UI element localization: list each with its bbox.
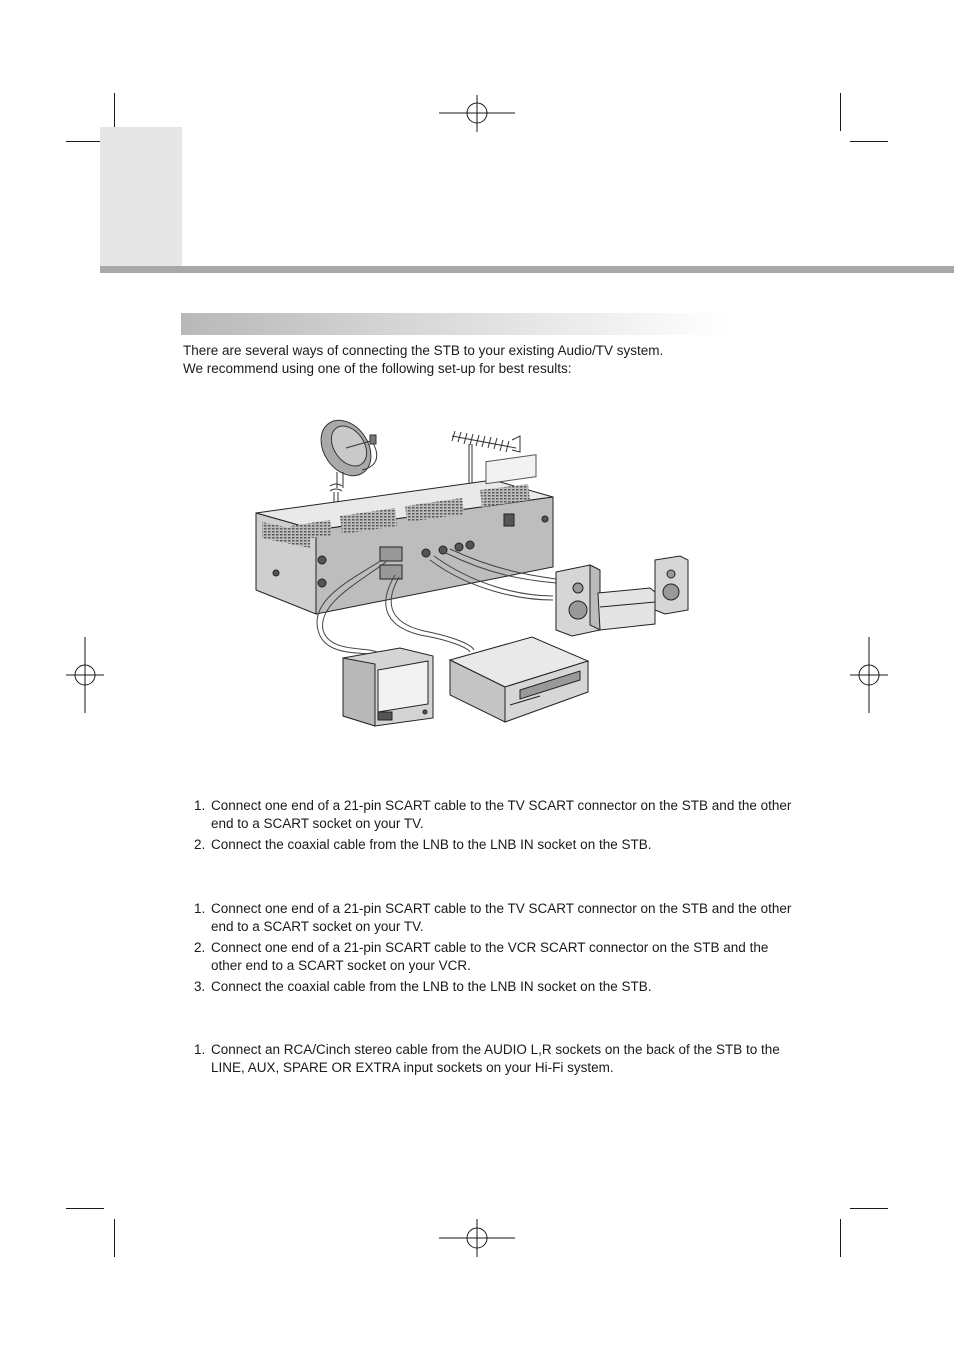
instructions-list-1 [194,797,794,857]
list-item: 1. Connect one end of a 21-pin SCART cable to the TV SCART connector on the STB and the other end to a SCART socket on your TV. [194,798,792,831]
list-item: 1. Connect an RCA/Cinch stereo cable from the AUDIO L,R sockets on the back of the STB to the LINE, AUX, SPARE OR EXTRA input sockets on your Hi-Fi system. [194,1042,780,1075]
list-item: 2. Connect the coaxial cable from the LNB to the LNB IN socket on the STB. [194,837,652,852]
list-item: 1. Connect one end of a 21-pin SCART cable to the TV SCART connector on the STB and the other end to a SCART socket on your TV. [194,901,792,934]
instructions-list-2 [194,900,794,999]
instructions-list-3 [194,1041,794,1080]
satellite-dish [311,411,381,488]
list-item: 3. Connect the coaxial cable from the LNB to the LNB IN socket on the STB. [194,979,652,994]
list-item: 2. Connect one end of a 21-pin SCART cable to the VCR SCART connector on the STB and the other end to a SCART socket on your VCR. [194,940,769,973]
vcr [450,637,588,722]
television [343,648,433,726]
hifi-system [556,556,688,636]
intro-line-1: There are several ways of connecting the STB to your existing Audio/TV system. [183,343,664,358]
intro-line-2: We recommend using one of the following set-up for best results: [183,360,572,376]
